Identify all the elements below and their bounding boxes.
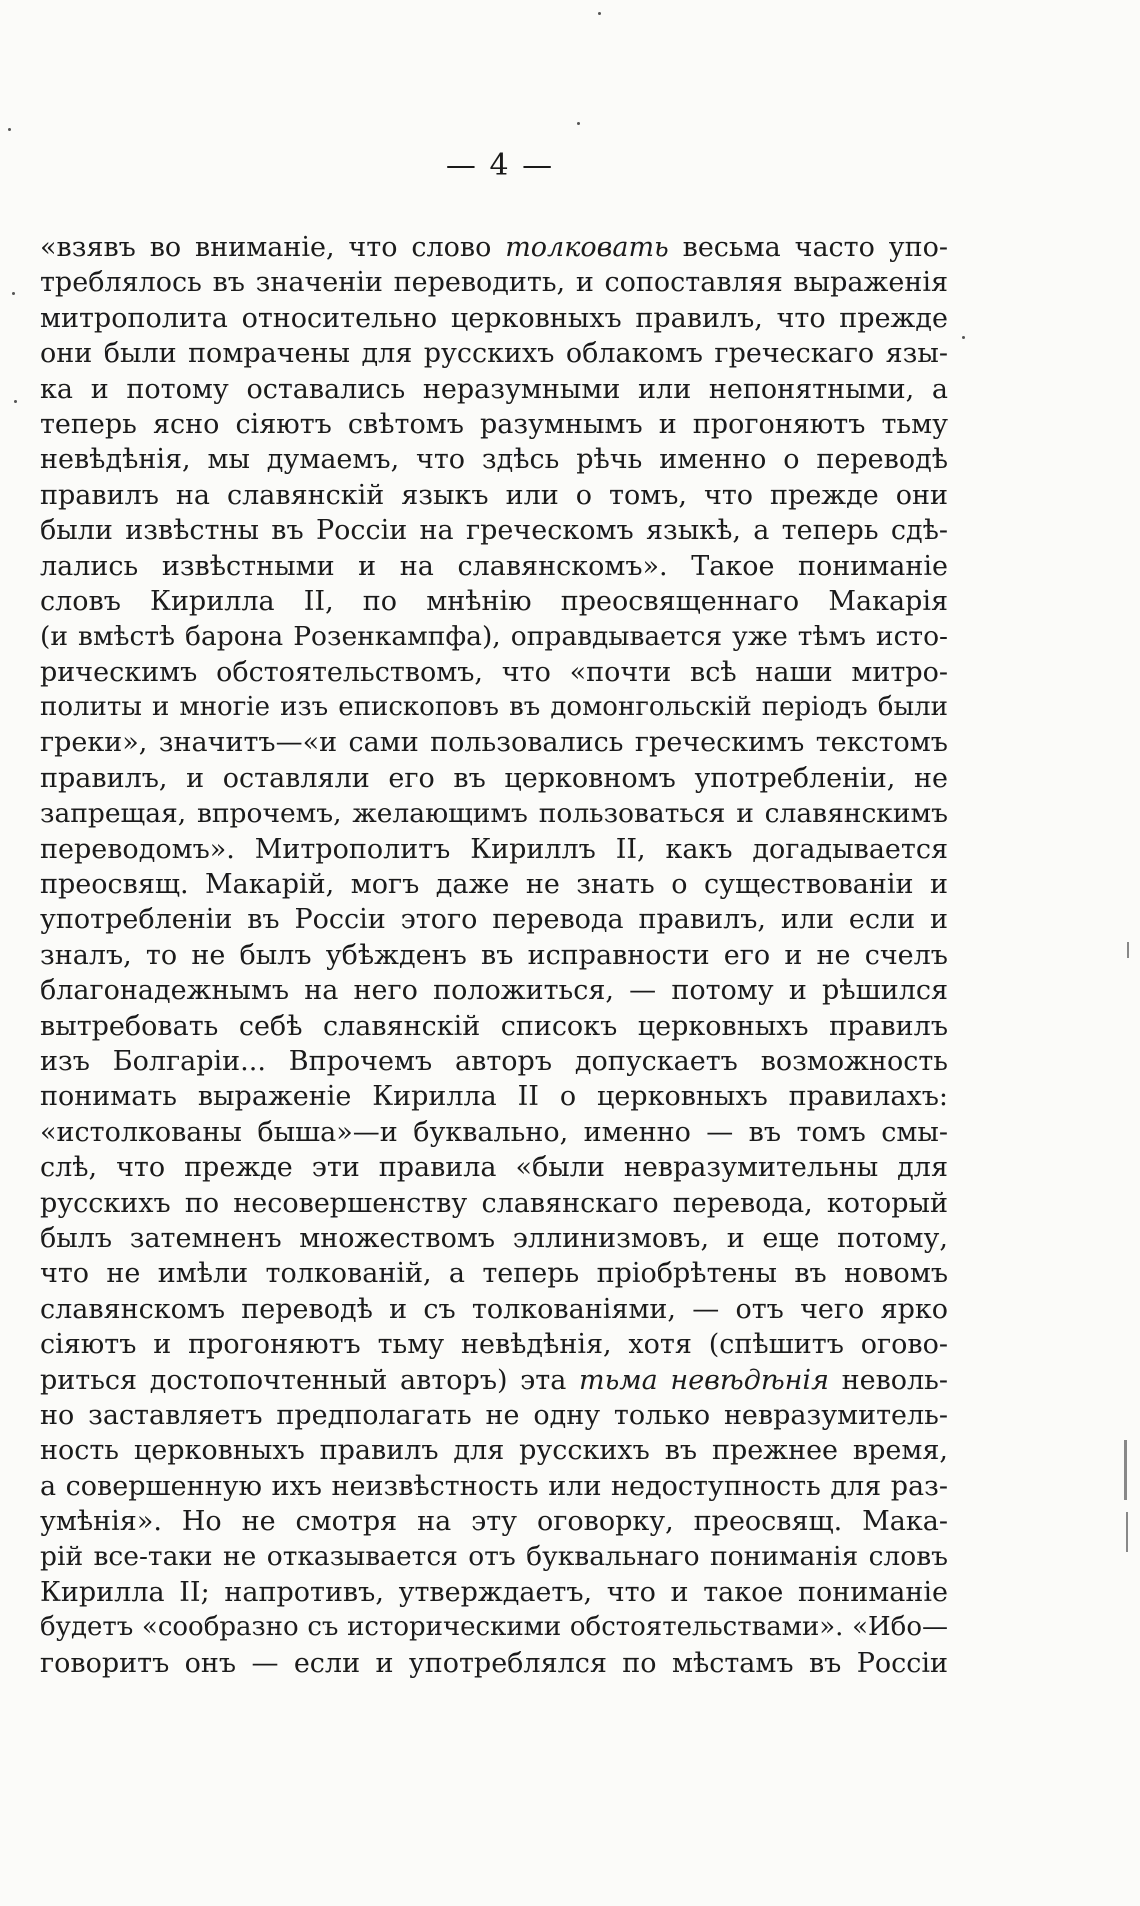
text-run: (и вмѣстѣ барона Розенкампфа), оправдывается уже тѣмъ исто-: [40, 621, 948, 653]
text-line: [40, 1539, 948, 1574]
scan-speck: [598, 12, 601, 15]
italic-term: толковать: [505, 232, 669, 263]
text-line: [40, 336, 948, 371]
body-text: [40, 230, 948, 1681]
text-run: употребленіи въ Россіи этого перевода правилъ, или если и: [40, 904, 948, 936]
scan-speck: [962, 336, 965, 339]
text-line: [40, 832, 948, 867]
text-line: [40, 1186, 948, 1221]
text-run: теперь ясно сіяютъ свѣтомъ разумнымъ и прогоняютъ тьму: [40, 408, 948, 440]
text-line: [40, 1009, 948, 1044]
text-run: будетъ «сообразно съ историческими обстоятельствами». «Ибо—: [40, 1612, 948, 1643]
text-run: понимать выраженіе Кирилла II о церковныхъ правилахъ:: [40, 1081, 948, 1113]
text-line: [40, 584, 948, 619]
text-run: Кирилла II; напротивъ, утверждаетъ, что и такое пониманіе: [40, 1576, 948, 1608]
text-line: [40, 442, 948, 477]
text-run: правилъ на славянскій языкъ или о томъ, что прежде они: [40, 479, 948, 511]
text-run: неволь-: [828, 1364, 948, 1396]
text-line: [40, 1044, 948, 1079]
text-line: [40, 796, 948, 831]
text-line: [40, 1575, 948, 1610]
text-run: говоритъ онъ — если и употреблялся по мѣстамъ въ Россіи: [40, 1647, 948, 1679]
text-run: «взявъ во вниманіе, что слово: [40, 232, 506, 263]
text-run: что не имѣли толкованій, а теперь пріобрѣтены въ новомъ: [40, 1258, 948, 1290]
text-line: [40, 725, 948, 760]
text-run: рическимъ обстоятельствомъ, что «почти всѣ наши митро-: [40, 656, 948, 688]
text-run: они были помрачены для русскихъ облакомъ греческаго язы-: [40, 338, 948, 370]
text-line: [40, 938, 948, 973]
text-line: [40, 1115, 948, 1150]
text-run: преосвящ. Макарій, могъ даже не знать о существованіи и: [40, 869, 948, 901]
text-line: [40, 902, 948, 937]
text-run: вытребовать себѣ славянскій списокъ церковныхъ правилъ: [40, 1010, 948, 1042]
text-line: [40, 1433, 948, 1468]
text-line: [40, 655, 948, 690]
text-run: славянскомъ переводѣ и съ толкованіями, — отъ чего ярко: [40, 1293, 948, 1325]
text-run: треблялось въ значеніи переводить, и сопоставляя выраженія: [40, 267, 948, 299]
text-line: [40, 690, 948, 725]
text-run: запрещая, впрочемъ, желающимъ пользоваться и славянскимъ: [40, 798, 948, 830]
text-run: умѣнія». Но не смотря на эту оговорку, преосвящ. Мака-: [40, 1506, 948, 1538]
text-line: [40, 1646, 948, 1681]
text-run: слѣ, что прежде эти правила «были невразумительны для: [40, 1152, 948, 1184]
italic-term: тьма невѣдѣнія: [578, 1364, 829, 1396]
text-run: «истолкованы быша»—и буквально, именно — въ томъ смы-: [40, 1116, 948, 1148]
text-line: [40, 1292, 948, 1327]
text-line: [40, 407, 948, 442]
text-run: невѣдѣнія, мы думаемъ, что здѣсь рѣчь именно о переводѣ: [40, 444, 948, 476]
text-line: [40, 230, 948, 265]
text-run: митрополита относительно церковныхъ правилъ, что прежде: [40, 302, 948, 334]
scan-speck: [577, 122, 580, 125]
scan-speck: [8, 128, 11, 131]
text-run: переводомъ». Митрополитъ Кириллъ II, какъ догадывается: [40, 833, 948, 865]
text-run: благонадежнымъ на него положиться, — потому и рѣшился: [40, 975, 948, 1007]
text-line: [40, 1610, 948, 1645]
text-line: [40, 1504, 948, 1539]
text-run: были извѣстны въ Россіи на греческомъ языкѣ, а теперь сдѣ-: [40, 515, 948, 547]
text-run: словъ Кирилла II, по мнѣнію преосвященнаго Макарія: [40, 585, 948, 617]
text-line: [40, 761, 948, 796]
text-run: русскихъ по несовершенству славянскаго перевода, который: [40, 1187, 948, 1219]
scan-speck: [12, 292, 15, 295]
text-line: [40, 1221, 948, 1256]
scan-edge-mark: [1126, 1512, 1128, 1552]
text-line: [40, 619, 948, 654]
scan-speck: [14, 400, 17, 403]
text-line: [40, 1327, 948, 1362]
text-run: былъ затемненъ множествомъ эллинизмовъ, и еще потому,: [40, 1222, 948, 1254]
scan-edge-mark: [1124, 1440, 1127, 1500]
text-line: [40, 301, 948, 336]
text-run: весьма часто упо-: [668, 232, 948, 263]
text-run: изъ Болгаріи... Впрочемъ авторъ допускаетъ возможность: [40, 1045, 948, 1077]
text-run: лались извѣстными и на славянскомъ». Такое пониманіе: [40, 550, 948, 582]
text-run: правилъ, и оставляли его въ церковномъ употребленіи, не: [40, 762, 948, 794]
scan-edge-mark: [1127, 942, 1129, 958]
text-line: [40, 973, 948, 1008]
text-run: греки», значитъ—«и сами пользовались греческимъ текстомъ: [40, 727, 948, 759]
text-line: [40, 549, 948, 584]
text-run: ность церковныхъ правилъ для русскихъ въ прежнее время,: [40, 1435, 948, 1467]
text-line: [40, 265, 948, 300]
text-run: но заставляетъ предполагать не одну только невразумитель-: [40, 1399, 948, 1431]
text-run: зналъ, то не былъ убѣжденъ въ исправности его и не счелъ: [40, 939, 948, 971]
text-line: [40, 478, 948, 513]
text-run: политы и многіе изъ епископовъ въ домонгольскій періодъ были: [40, 692, 948, 723]
page-number: — 4 —: [445, 148, 555, 183]
text-line: [40, 1256, 948, 1291]
text-run: рій все-таки не отказывается отъ буквальнаго пониманія словъ: [40, 1541, 948, 1573]
text-line: [40, 1150, 948, 1185]
text-line: [40, 1469, 948, 1504]
text-line: [40, 372, 948, 407]
text-line: [40, 513, 948, 548]
text-line: [40, 1079, 948, 1114]
text-run: сіяютъ и прогоняютъ тьму невѣдѣнія, хотя (спѣшитъ огово-: [40, 1329, 948, 1361]
text-run: риться достопочтенный авторъ) эта: [40, 1364, 579, 1396]
text-line: [40, 867, 948, 902]
text-run: ка и потому оставались неразумными или непонятными, а: [40, 373, 948, 405]
text-run: а совершенную ихъ неизвѣстность или недоступность для раз-: [40, 1470, 948, 1502]
text-line: [40, 1398, 948, 1433]
text-line: [40, 1363, 948, 1398]
